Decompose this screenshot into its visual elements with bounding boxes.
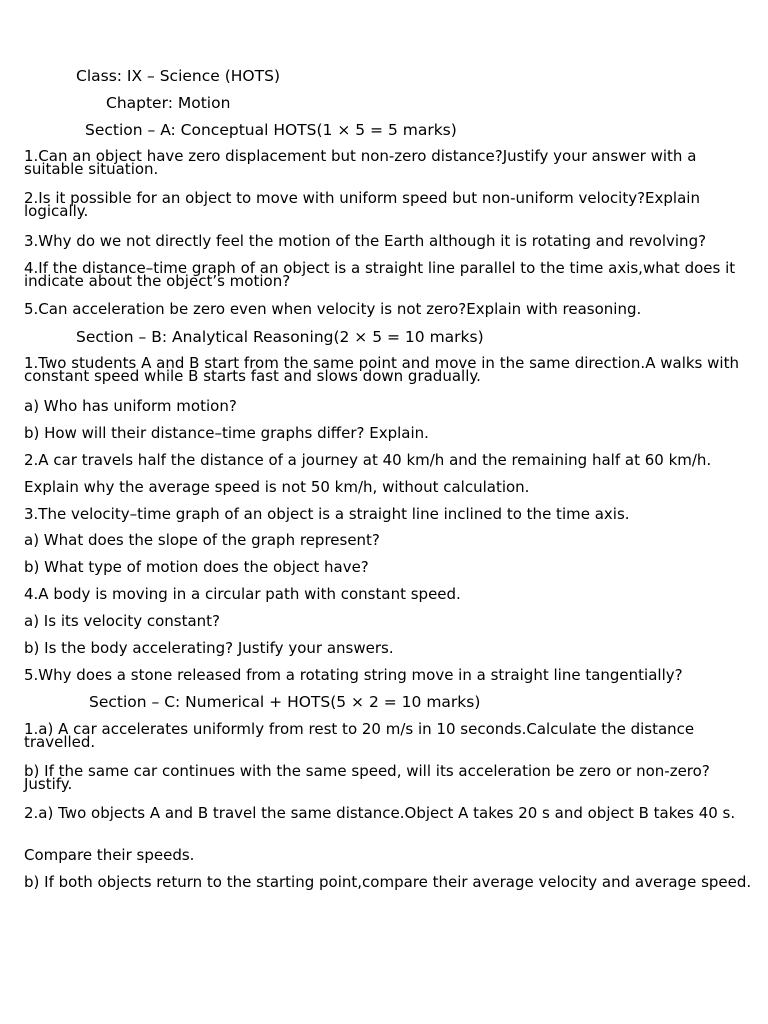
section-b-question-1b: b) How will their distance–time graphs differ? Explain. xyxy=(24,424,429,442)
section-c-question-1a: 1.a) A car accelerates uniformly from rest to 20 m/s in 10 seconds.Calculate the distance travelled. xyxy=(24,720,695,751)
section-b-question-2-continued: Explain why the average speed is not 50 km/h, without calculation. xyxy=(24,478,530,496)
section-b-question-1a: a) Who has uniform motion? xyxy=(24,397,237,415)
section-b-question-2: 2.A car travels half the distance of a journey at 40 km/h and the remaining half at 60 km/h. xyxy=(24,451,712,469)
section-a-question-1: 1.Can an object have zero displacement but non-zero distance?Justify your answer with a suitable situation. xyxy=(24,147,697,178)
section-b-question-5: 5.Why does a stone released from a rotating string move in a straight line tangentially? xyxy=(24,666,683,684)
section-b-title: Section – B: Analytical Reasoning(2 × 5 = 10 marks) xyxy=(76,328,484,346)
section-b-question-4b: b) Is the body accelerating? Justify your answers. xyxy=(24,639,394,657)
section-b-question-1: 1.Two students A and B start from the same point and move in the same direction.A walks with constant speed while B starts fast and slows down gradually. xyxy=(24,354,739,385)
section-a-question-3: 3.Why do we not directly feel the motion of the Earth although it is rotating and revolving? xyxy=(24,232,707,250)
section-b-question-4: 4.A body is moving in a circular path with constant speed. xyxy=(24,585,461,603)
chapter-title: Chapter: Motion xyxy=(106,94,231,112)
section-a-question-2: 2.Is it possible for an object to move with uniform speed but non-uniform velocity?Explain logically. xyxy=(24,189,700,220)
section-c-question-2b: b) If both objects return to the starting point,compare their average velocity and average speed. xyxy=(24,873,752,891)
section-b-question-3b: b) What type of motion does the object have? xyxy=(24,558,369,576)
section-c-question-2a: 2.a) Two objects A and B travel the same distance.Object A takes 20 s and object B takes 40 s. xyxy=(24,804,736,822)
section-c-question-2a-continued: Compare their speeds. xyxy=(24,846,195,864)
section-c-title: Section – C: Numerical + HOTS(5 × 2 = 10 marks) xyxy=(89,693,481,711)
section-b-question-3: 3.The velocity–time graph of an object is a straight line inclined to the time axis. xyxy=(24,505,630,523)
section-b-question-3a: a) What does the slope of the graph represent? xyxy=(24,531,380,549)
class-title: Class: IX – Science (HOTS) xyxy=(76,67,280,85)
section-a-title: Section – A: Conceptual HOTS(1 × 5 = 5 marks) xyxy=(85,121,457,139)
section-a-question-4: 4.If the distance–time graph of an object is a straight line parallel to the time axis,what does it indicate about the object’s motion? xyxy=(24,259,736,290)
section-a-question-5: 5.Can acceleration be zero even when velocity is not zero?Explain with reasoning. xyxy=(24,300,642,318)
section-c-question-1b: b) If the same car continues with the same speed, will its acceleration be zero or non-zero?Justify. xyxy=(24,762,710,793)
section-b-question-4a: a) Is its velocity constant? xyxy=(24,612,221,630)
